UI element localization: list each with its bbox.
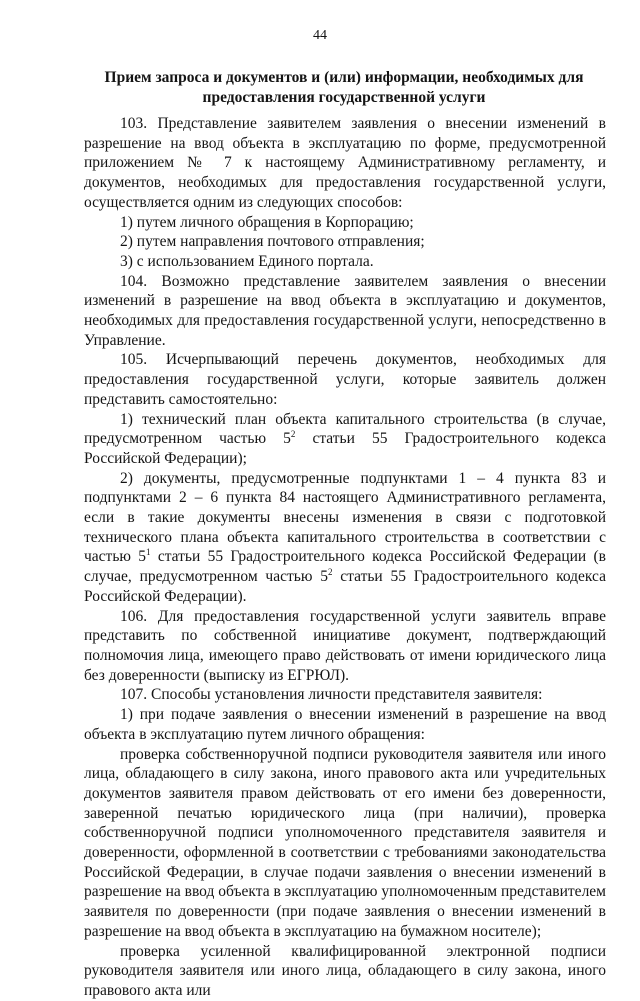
list-item-personal-visit: 1) путем личного обращения в Корпорацию; bbox=[120, 213, 414, 231]
document-body bbox=[84, 114, 606, 1001]
paragraph-106: 106. Для предоставления государственной услуги заявитель вправе представить по собственной инициативе документ, подтверждающий полномочия лица, имеющего право действовать от имени юридического лица без доверенности (выписку из ЕГРЮЛ). bbox=[84, 607, 606, 684]
paragraph-107: 107. Способы установления личности представителя заявителя: bbox=[120, 686, 543, 704]
list-item-personal-submission: 1) при подаче заявления о внесении изменений в разрешение на ввод объекта в эксплуатацию путем личного обращения: bbox=[84, 706, 606, 743]
list-item-postal: 2) путем направления почтового отправления; bbox=[120, 233, 425, 251]
page-number: 44 bbox=[313, 28, 327, 43]
list-item-technical-plan: 1) технический план объекта капитального строительства (в случае, предусмотренном частью $5^2$ статьи 55 Градостроительного кодекса Российской Федерации); bbox=[84, 410, 606, 467]
list-item-portal: 3) с использованием Единого портала. bbox=[120, 252, 374, 270]
paragraph-105: 105. Исчерпывающий перечень документов, необходимых для предоставления государственной услуги, которые заявитель должен представить самостоятельно: bbox=[84, 351, 606, 408]
paragraph-handwritten-signature-check: проверка собственноручной подписи руководителя заявителя или иного лица, обладающего в силу закона, иного правового акта или учредительных документов заявителя правом действовать от его имени без доверенности, заверенной печатью юридического лица (при наличии), проверка собственноручной подписи уполномоченного представителя заявителя и доверенности, оформленной в соответствии с требованиями законодательства Российской Федерации, в случае подачи заявления о внесении изменений в разрешение на ввод объекта в эксплуатацию уполномоченным представителем заявителя по доверенности (при подаче заявления о внесении изменений в разрешение на ввод объекта в эксплуатацию на бумажном носителе); bbox=[84, 745, 606, 940]
paragraph-103: 103. Представление заявителем заявления о внесении изменений в разрешение на ввод объекта в эксплуатацию по форме, предусмотренной приложением № 7 к настоящему Административному регламенту, и документов, необходимых для предоставления государственной услуги, осуществляется одним из следующих способов: bbox=[84, 115, 606, 211]
paragraph-104: 104. Возможно представление заявителем заявления о внесении изменений в разрешение на ввод объекта в эксплуатацию и документов, необходимых для предоставления государственной услуги, непосредственно в Управление. bbox=[84, 272, 606, 349]
section-title: Прием запроса и документов и (или) информации, необходимых для предоставления государственной услуги bbox=[104, 69, 584, 106]
list-item-documents: 2) документы, предусмотренные подпунктами 1 – 4 пункта 83 и подпунктами 2 – 6 пункта 84 настоящего Административного регламента, если в такие документы внесены изменения в связи с подготовкой технического плана объекта капитального строительства в соответствии с частью $5^1$ статьи 55 Градостроительного кодекса Российской Федерации (в случае, предусмотренном частью $5^2$ статьи 55 Градостроительного кодекса Российской Федерации). bbox=[84, 469, 606, 605]
paragraph-electronic-signature-check: проверка усиленной квалифицированной электронной подписи руководителя заявителя или иного лица, обладающего в силу закона, иного правового акта или bbox=[84, 942, 606, 999]
